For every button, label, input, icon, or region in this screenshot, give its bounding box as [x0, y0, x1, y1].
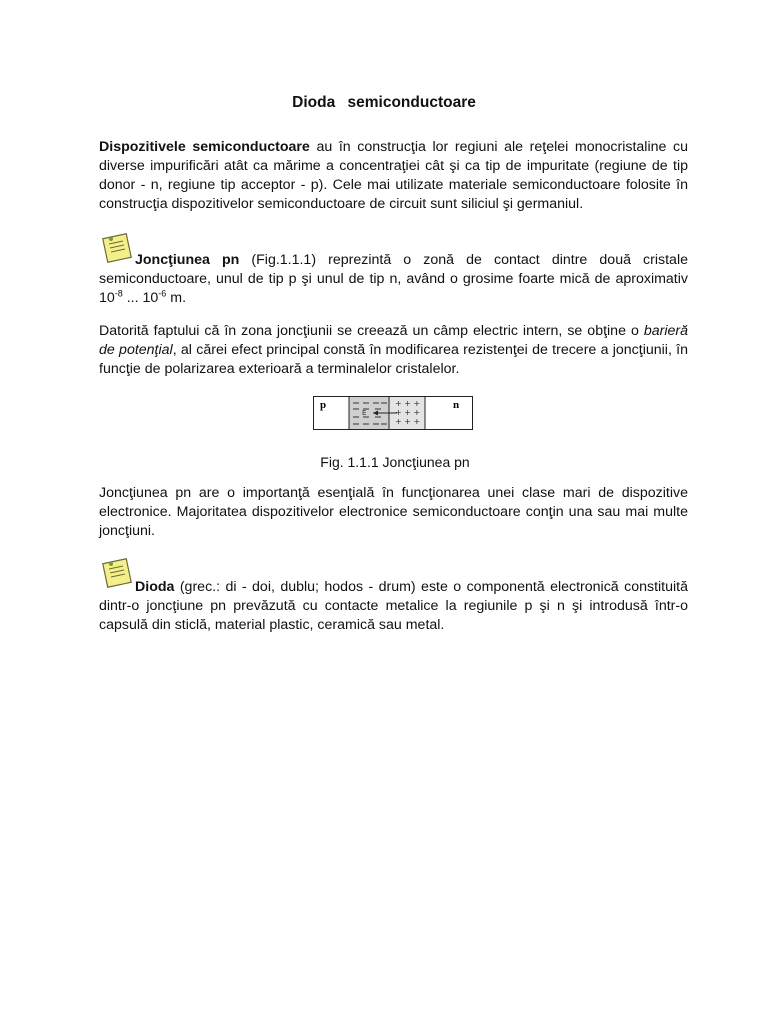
- field-label: E: [362, 409, 367, 417]
- page-title: Dioda semiconductoare: [292, 94, 476, 111]
- paragraph-dispozitive: [99, 138, 688, 214]
- svg-text:+ + +: + + +: [395, 417, 421, 426]
- paragraph-jonctiunea: [99, 251, 688, 308]
- paragraph-text: Datorită faptului că în zona joncţiunii se creează un câmp electric intern, se obţine o: [99, 323, 644, 339]
- exponent: -8: [114, 288, 123, 299]
- italic-term: barieră de potenţial: [99, 323, 688, 358]
- paragraph-lead: Dioda: [135, 579, 175, 595]
- paragraph-lead: Joncţiunea pn: [135, 252, 240, 268]
- paragraph-datorita: [99, 322, 688, 379]
- figure-caption: Fig. 1.1.1 Joncţiunea pn: [320, 454, 470, 470]
- paragraph-lead: Dispozitivele semiconductoare: [99, 139, 310, 155]
- paragraph-importanta: Joncţiunea pn are o importanţă esenţială în funcţionarea unei clase mari de dispozitive electronice. Majoritatea dispozitivelor electronice semiconductoare conţin una sau mai multe joncţiuni.: [99, 485, 688, 539]
- paragraph-dioda: [99, 578, 688, 635]
- svg-text:+ + +: + + +: [395, 399, 421, 408]
- svg-text:+ + +: + + +: [395, 408, 421, 417]
- paragraph-text: (grec.: di - doi, dublu; hodos - drum) este o componentă electronică constituită dintr-o joncţiune pn prevăzută cu contacte metalice la regiunile p şi n şi introdusă într-o capsulă din sticlă, material plastic, ceramică sau metal.: [99, 579, 688, 633]
- paragraph-text: au în construcţia lor regiuni ale reţelei monocristaline cu diverse impurificări atât ca mărime a concentraţiei cât şi ca tip de impuritate (regiune de tip donor - n, regiune tip acceptor - p). Cele mai utilizate materiale semiconductoare folosite în construcţia dispozitivelor semiconductoare de circuit sunt siliciul şi germaniul.: [99, 139, 688, 212]
- exponent: -6: [158, 288, 167, 299]
- p-label: p: [320, 399, 327, 411]
- paragraph-text: m.: [166, 290, 187, 306]
- pn-junction-diagram: [313, 396, 473, 430]
- paragraph-text: ... 10: [122, 290, 159, 306]
- n-label: n: [453, 399, 460, 411]
- paragraph-text: (Fig.1.1.1) reprezintă o zonă de contact dintre două cristale semiconductoare, unul de tip p şi unul de tip n, având o grosime foarte mică de aproximativ 10: [99, 252, 688, 306]
- paragraph-text: , al cărei efect principal constă în modificarea rezistenţei de trecere a joncţiunii, în funcţie de polarizarea exterioară a terminalelor cristalelor.: [99, 342, 688, 377]
